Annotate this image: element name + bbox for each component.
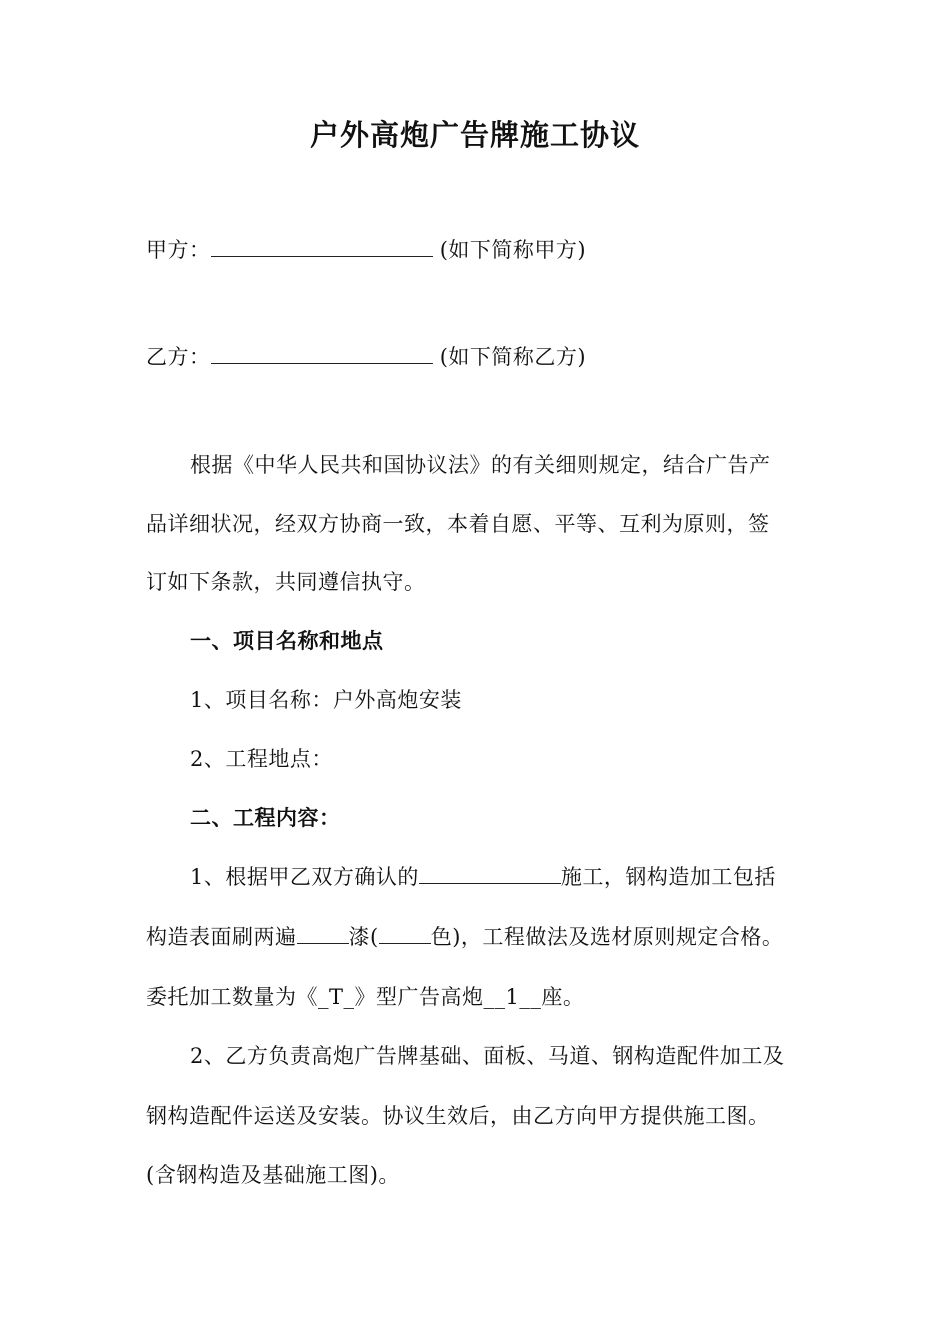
party-a-line: [146, 230, 826, 270]
party-b-blank[interactable]: [211, 337, 433, 364]
content-paragraph-1-line: [190, 857, 870, 897]
paint-blank[interactable]: [297, 917, 349, 944]
content-text: 施工，钢构造加工包括: [560, 865, 776, 889]
content-text: 构造表面刷两遍: [146, 925, 297, 949]
content-paragraph-1-line: [146, 917, 826, 957]
section-2-heading: 二、工程内容：: [190, 805, 341, 830]
party-b-label: 乙方：: [146, 345, 211, 369]
intro-line: 根据《中华人民共和国协议法》的有关细则规定，结合广告产: [190, 453, 771, 477]
content-text: 色)，工程做法及选材原则规定合格。: [430, 925, 784, 949]
content-paragraph-1-line: 委托加工数量为《_T_》型广告高炮__1__座。: [146, 985, 585, 1009]
section-1-heading: 一、项目名称和地点: [190, 628, 384, 653]
content-text: 1、根据甲乙双方确认的: [190, 865, 419, 889]
document-title: 户外高炮广告牌施工协议: [309, 118, 640, 152]
content-paragraph-2-line: 2、乙方负责高炮广告牌基础、面板、马道、钢构造配件加工及: [190, 1044, 785, 1068]
party-a-label: 甲方：: [146, 238, 211, 262]
party-b-line: [146, 337, 826, 377]
party-a-note: (如下简称甲方): [439, 238, 587, 262]
intro-line: 订如下条款，共同遵信执守。: [146, 570, 426, 594]
content-paragraph-2-line: 钢构造配件运送及安装。协议生效后，由乙方向甲方提供施工图。: [146, 1104, 770, 1128]
color-blank[interactable]: [379, 917, 431, 944]
content-text: 漆(: [348, 925, 379, 949]
project-name-item: 1、项目名称：户外高炮安装: [190, 688, 462, 712]
project-location-item: 2、工程地点：: [190, 747, 333, 771]
content-paragraph-2-line: (含钢构造及基础施工图)。: [146, 1163, 400, 1187]
party-b-note: (如下简称乙方): [439, 345, 587, 369]
construction-blank[interactable]: [419, 857, 561, 884]
party-a-blank[interactable]: [211, 230, 433, 257]
intro-line: 品详细状况，经双方协商一致，本着自愿、平等、互利为原则，签: [146, 512, 770, 536]
